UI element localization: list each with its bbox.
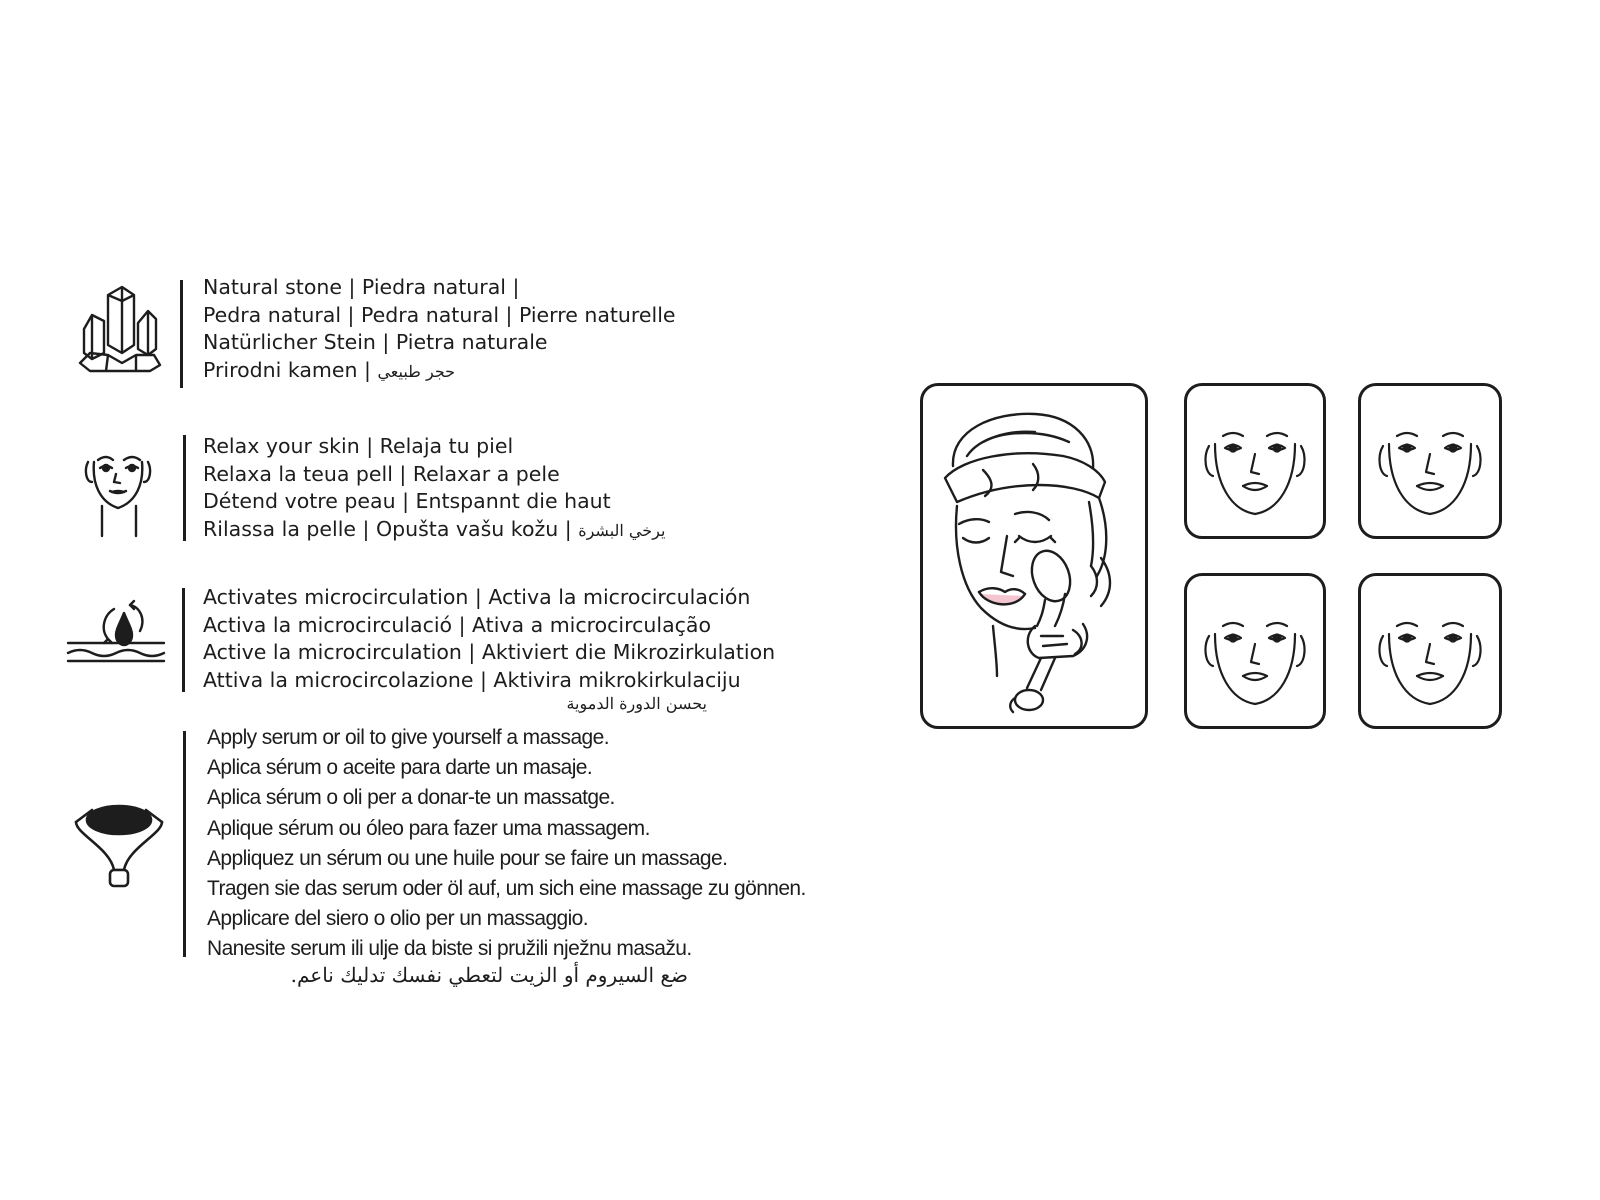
microcirculation-text [203,584,775,694]
face-step-3-illustration [1184,573,1326,729]
face-roller-icon [70,800,168,894]
text-line: Activa la microcirculació | Ativa a microcirculação [203,612,712,637]
text-line: Aplica sérum o aceite para darte un masaje. [207,756,593,780]
text-line: Applicare del siero o olio per un massaggio. [207,907,588,931]
crystal-icon [78,283,162,373]
arabic-text: يرخي البشرة [578,520,666,540]
arabic-line: يحسن الدورة الدموية [566,694,707,713]
relax-skin-text [203,433,665,544]
text-line: Relax your skin | Relaja tu piel [203,434,514,458]
text-line: Apply serum or oil to give yourself a massage. [207,726,609,749]
natural-stone-text [203,274,676,385]
apply-serum-text [207,723,806,965]
text-line: Pedra natural | Pedra natural | Pierre naturelle [203,302,676,327]
text-line [203,516,665,545]
text-line: Détend votre peau | Entspannt die haut [203,489,611,513]
face-step-4-illustration [1358,573,1502,729]
face-step-1-illustration [1184,383,1326,539]
divider-bar [183,731,186,957]
text-line: Active la microcirculation | Aktiviert die Mikrozirkulation [203,640,776,664]
text-segment: Rilassa la pelle | Opušta vašu kožu | [203,516,572,541]
divider-bar [180,280,183,388]
divider-bar [183,435,186,541]
arabic-line: ضع السيروم أو الزيت لتعطي نفسك تدليك ناعم. [290,963,688,987]
face-icon [80,440,158,540]
text-line: Relaxa la teua pell | Relaxar a pele [203,461,560,486]
text-line: Activates microcirculation | Activa la microcirculación [203,585,751,609]
text-line: Tragen sie das serum oder öl auf, um sich eine massage zu gönnen. [207,877,806,901]
text-line: Natürlicher Stein | Pietra naturale [203,330,548,354]
arabic-text: حجر طبيعي [377,361,456,381]
text-line: Attiva la microcircolazione | Aktivira mikrokirkulaciju [203,667,741,692]
text-segment: Prirodni kamen | [203,357,371,382]
microcirculation-icon [64,595,168,667]
text-line: Appliquez un sérum ou une huile pour se faire un massage. [207,846,728,870]
text-line: Aplica sérum o oli per a donar-te un massatge. [207,786,615,810]
text-line [203,357,676,386]
text-line: Aplique sérum ou óleo para fazer uma massagem. [207,816,650,840]
woman-rolling-face-illustration [920,383,1148,729]
text-line: Nanesite serum ili ulje da biste si pružili nježnu masažu. [207,937,692,961]
text-line: Natural stone | Piedra natural | [203,275,520,299]
divider-bar [182,588,185,692]
face-step-2-illustration [1358,383,1502,539]
